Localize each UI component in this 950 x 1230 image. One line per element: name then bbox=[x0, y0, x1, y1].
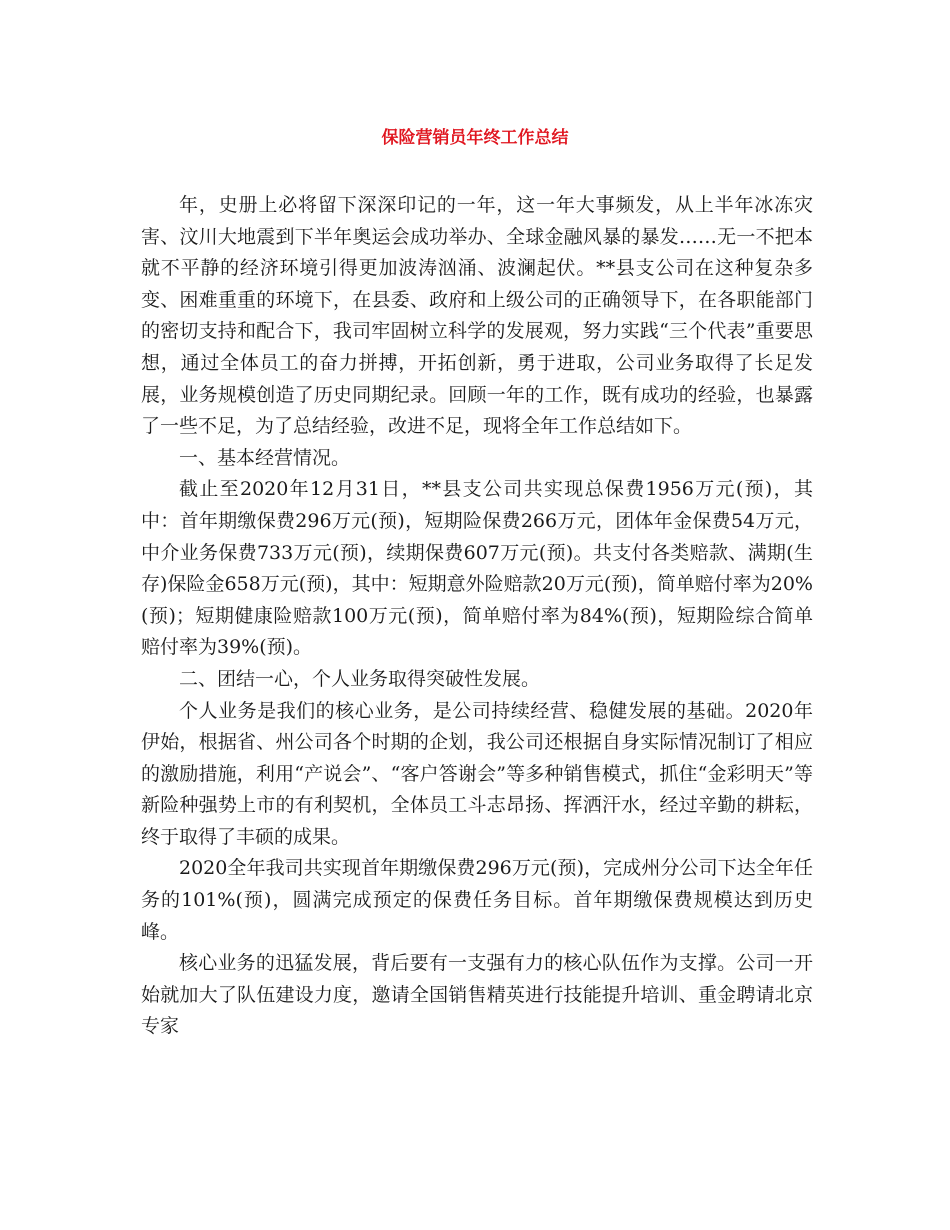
paragraph-intro: 年，史册上必将留下深深印记的一年，这一年大事频发，从上半年冰冻灾害、汶川大地震到下半年奥运会成功举办、全球金融风暴的暴发……无一不把本就不平静的经济环境引得更加波涛汹涌、波澜起伏。**县支公司在这种复杂多变、困难重重的环境下，在县委、政府和上级公司的正确领导下，在各职能部门的密切支持和配合下，我司牢固树立科学的发展观，努力实践“三个代表”重要思想，通过全体员工的奋力拼搏，开拓创新，勇于进取，公司业务取得了长足发展，业务规模创造了历史同期纪录。回顾一年的工作，既有成功的经验，也暴露了一些不足，为了总结经验，改进不足，现将全年工作总结如下。 bbox=[141, 194, 813, 438]
paragraph-operations-figures: 截止至2020年12月31日，**县支公司共实现总保费1956万元(预)，其中：首年期缴保费296万元(预)，短期险保费266万元，团体年金保费54万元，中介业务保费733万元(预)，续期保费607万元(预)。共支付各类赔款、满期(生存)保险金658万元(预)，其中：短期意外险赔款20万元(预)，简单赔付率为20%(预)；短期健康险赔款100万元(预)，简单赔付率为84%(预)，短期险综合简单赔付率为39%(预)。 bbox=[141, 478, 813, 659]
paragraph-annual-results: 2020全年我司共实现首年期缴保费296万元(预)，完成州分公司下达全年任务的101%(预)，圆满完成预定的保费任务目标。首年期缴保费规模达到历史峰。 bbox=[141, 857, 813, 943]
document-body bbox=[141, 190, 813, 1043]
paragraph-team-building: 核心业务的迅猛发展，背后要有一支强有力的核心队伍作为支撑。公司一开始就加大了队伍建设力度，邀请全国销售精英进行技能提升培训、重金聘请北京专家 bbox=[141, 952, 813, 1038]
section-heading-individual-business: 二、团结一心，个人业务取得突破性发展。 bbox=[179, 667, 541, 690]
document-title: 保险营销员年终工作总结 bbox=[381, 128, 569, 148]
paragraph-core-business: 个人业务是我们的核心业务，是公司持续经营、稳健发展的基础。2020年伊始，根据省、州公司各个时期的企划，我公司还根据自身实际情况制订了相应的激励措施，利用“产说会”、“客户答谢会”等多种销售模式，抓住“金彩明天”等新险种强势上市的有利契机，全体员工斗志昂扬、挥洒汗水，经过辛勤的耕耘，终于取得了丰硕的成果。 bbox=[141, 699, 813, 848]
section-heading-basic-operations: 一、基本经营情况。 bbox=[179, 446, 351, 469]
